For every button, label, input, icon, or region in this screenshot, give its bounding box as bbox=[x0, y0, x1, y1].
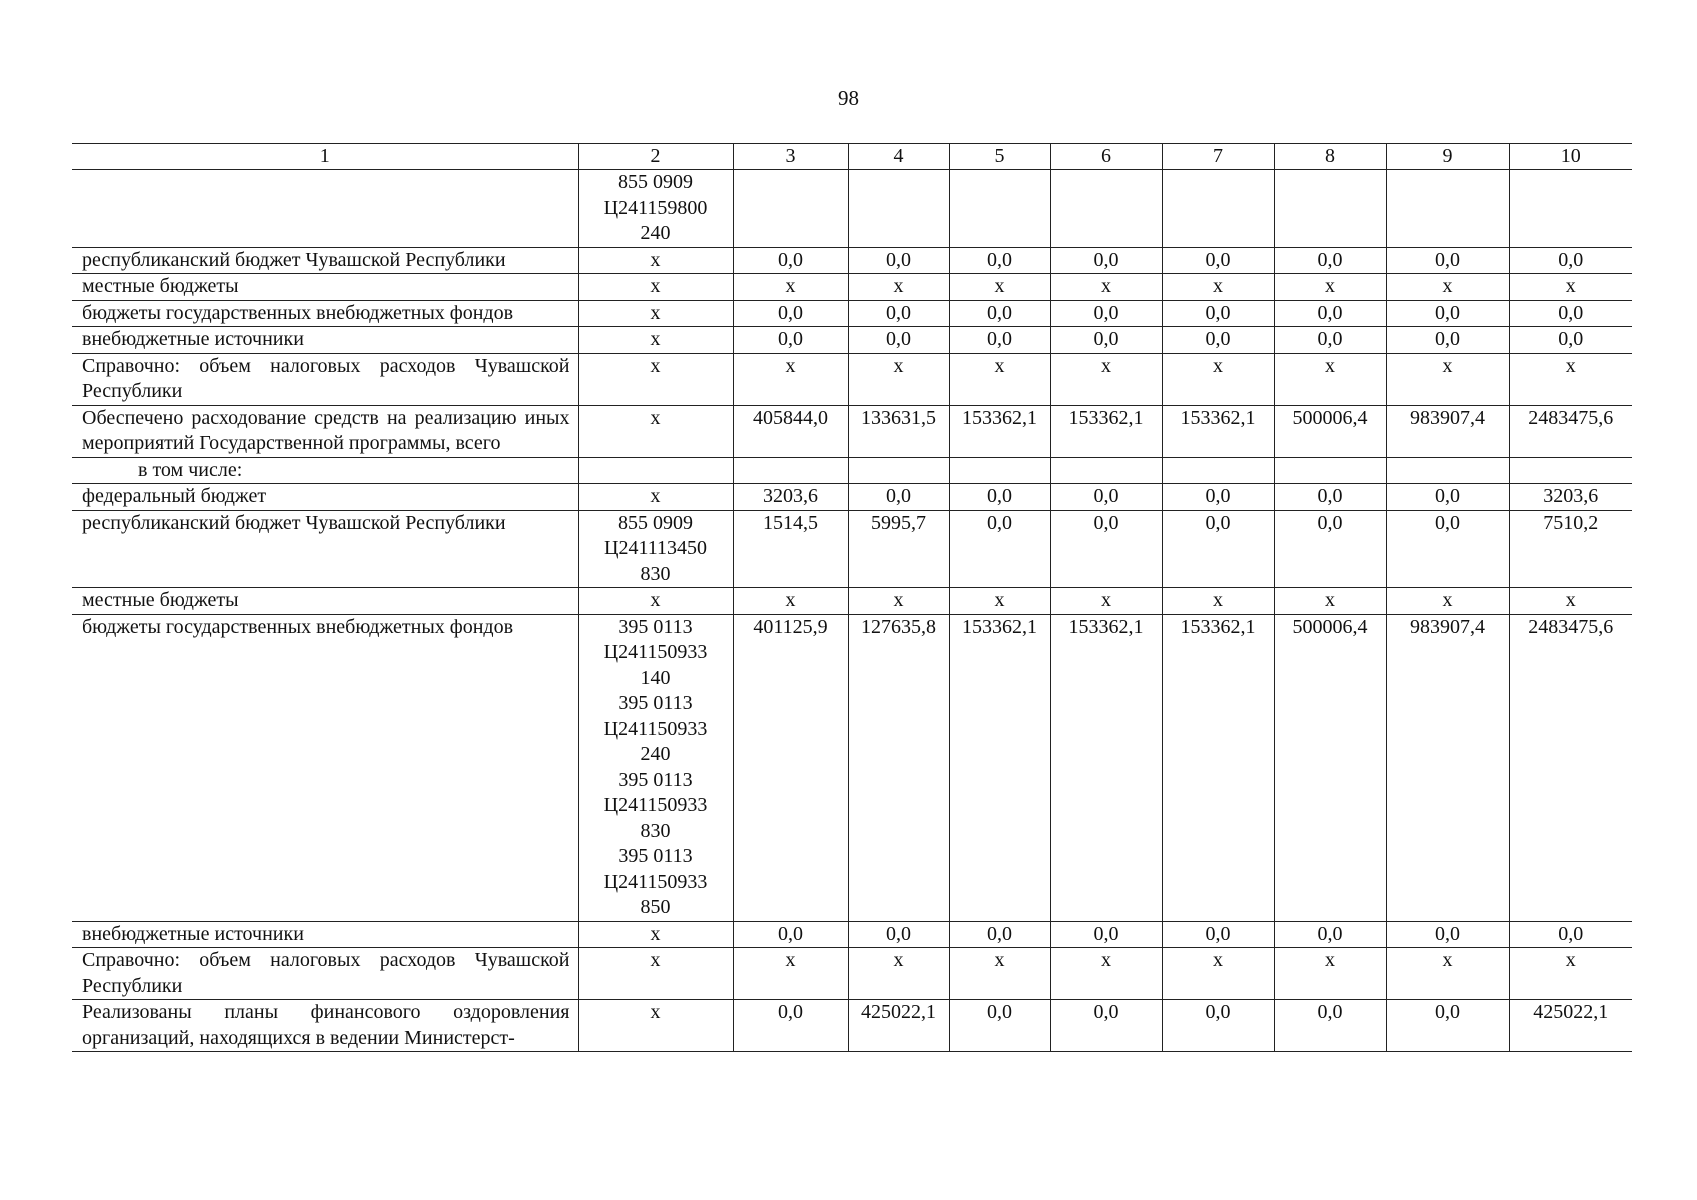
budget-code-line: 240 bbox=[640, 222, 671, 244]
value-cell-col-6: x bbox=[1050, 588, 1162, 615]
value-cell-col-6: 153362,1 bbox=[1050, 614, 1162, 921]
value-cell-col-4: 5995,7 bbox=[848, 510, 949, 588]
value-cell-col-8: 0,0 bbox=[1274, 510, 1386, 588]
value-cell-col-10: x bbox=[1509, 353, 1632, 405]
value-cell-col-10: 2483475,6 bbox=[1509, 614, 1632, 921]
value-cell-col-8 bbox=[1274, 457, 1386, 484]
value-cell-col-8 bbox=[1274, 170, 1386, 248]
value-cell-col-3 bbox=[733, 170, 848, 248]
budget-code-line: 240 bbox=[640, 743, 671, 765]
value-cell-col-10 bbox=[1509, 170, 1632, 248]
budget-code-line: Ц241150933 bbox=[603, 870, 708, 893]
row-label: Реализованы планы финансового оздоровления организаций, находящихся в ведении Министерст- bbox=[72, 1000, 578, 1052]
value-cell-col-3: x bbox=[733, 353, 848, 405]
row-label: Справочно: объем налоговых расходов Чувашской Республики bbox=[72, 948, 578, 1000]
budget-code-cell bbox=[578, 921, 733, 948]
value-cell-col-9: 983907,4 bbox=[1386, 614, 1509, 921]
budget-code-cell bbox=[578, 948, 733, 1000]
value-cell-col-3: 0,0 bbox=[733, 327, 848, 354]
budget-code-line: 395 0113 bbox=[618, 768, 693, 791]
value-cell-col-8: 0,0 bbox=[1274, 327, 1386, 354]
value-cell-col-10: 0,0 bbox=[1509, 327, 1632, 354]
row-label: республиканский бюджет Чувашской Республики bbox=[72, 247, 578, 274]
value-cell-col-5: x bbox=[949, 353, 1050, 405]
budget-code-cell bbox=[578, 300, 733, 327]
value-cell-col-10: 0,0 bbox=[1509, 921, 1632, 948]
value-cell-col-10: 0,0 bbox=[1509, 247, 1632, 274]
budget-code-cell bbox=[578, 1000, 733, 1052]
value-cell-col-5: 0,0 bbox=[949, 1000, 1050, 1052]
column-header-4: 4 bbox=[848, 144, 949, 170]
table-row bbox=[72, 300, 1632, 327]
value-cell-col-3: 401125,9 bbox=[733, 614, 848, 921]
column-header-8: 8 bbox=[1274, 144, 1386, 170]
value-cell-col-4: x bbox=[848, 948, 949, 1000]
value-cell-col-6 bbox=[1050, 457, 1162, 484]
value-cell-col-8: 500006,4 bbox=[1274, 405, 1386, 457]
budget-code-line: 855 0909 bbox=[618, 171, 693, 193]
budget-code-cell bbox=[578, 405, 733, 457]
value-cell-col-8: x bbox=[1274, 948, 1386, 1000]
table-body bbox=[72, 170, 1632, 1052]
table-row bbox=[72, 588, 1632, 615]
value-cell-col-9: x bbox=[1386, 588, 1509, 615]
column-header-7: 7 bbox=[1162, 144, 1274, 170]
value-cell-col-7 bbox=[1162, 457, 1274, 484]
value-cell-col-7: 153362,1 bbox=[1162, 405, 1274, 457]
value-cell-col-9: 0,0 bbox=[1386, 1000, 1509, 1052]
budget-code-line: x bbox=[650, 354, 661, 377]
value-cell-col-5 bbox=[949, 170, 1050, 248]
value-cell-col-3: x bbox=[733, 588, 848, 615]
table-row bbox=[72, 921, 1632, 948]
budget-code-line: Ц241150933 bbox=[603, 794, 708, 816]
column-header-3: 3 bbox=[733, 144, 848, 170]
row-label: бюджеты государственных внебюджетных фондов bbox=[72, 300, 578, 327]
value-cell-col-9: 0,0 bbox=[1386, 484, 1509, 511]
budget-code-line: x bbox=[650, 485, 661, 507]
value-cell-col-7: 0,0 bbox=[1162, 484, 1274, 511]
budget-code-line: 395 0113 bbox=[618, 615, 693, 638]
budget-code-cell bbox=[578, 484, 733, 511]
value-cell-col-3: x bbox=[733, 274, 848, 301]
value-cell-col-10: x bbox=[1509, 588, 1632, 615]
value-cell-col-8: 0,0 bbox=[1274, 484, 1386, 511]
column-header-10: 10 bbox=[1509, 144, 1632, 170]
value-cell-col-10 bbox=[1509, 457, 1632, 484]
table-row bbox=[72, 327, 1632, 354]
value-cell-col-7: x bbox=[1162, 588, 1274, 615]
value-cell-col-9: 983907,4 bbox=[1386, 405, 1509, 457]
budget-code-line: Ц241150933 bbox=[603, 717, 708, 740]
budget-code-cell bbox=[578, 457, 733, 484]
budget-table bbox=[72, 143, 1632, 1052]
value-cell-col-3: 1514,5 bbox=[733, 510, 848, 588]
row-label: Справочно: объем налоговых расходов Чувашской Республики bbox=[72, 353, 578, 405]
value-cell-col-6: 0,0 bbox=[1050, 484, 1162, 511]
value-cell-col-4: 127635,8 bbox=[848, 614, 949, 921]
value-cell-col-8: 0,0 bbox=[1274, 300, 1386, 327]
value-cell-col-5: 0,0 bbox=[949, 484, 1050, 511]
column-header-5: 5 bbox=[949, 144, 1050, 170]
value-cell-col-4: x bbox=[848, 353, 949, 405]
value-cell-col-4: 425022,1 bbox=[848, 1000, 949, 1052]
value-cell-col-6: 153362,1 bbox=[1050, 405, 1162, 457]
value-cell-col-9 bbox=[1386, 170, 1509, 248]
value-cell-col-9: x bbox=[1386, 353, 1509, 405]
table-row bbox=[72, 948, 1632, 1000]
value-cell-col-8: 0,0 bbox=[1274, 1000, 1386, 1052]
budget-code-cell bbox=[578, 353, 733, 405]
value-cell-col-5: x bbox=[949, 948, 1050, 1000]
budget-code-line: x bbox=[650, 275, 661, 297]
value-cell-col-6: 0,0 bbox=[1050, 510, 1162, 588]
budget-code-line bbox=[583, 458, 729, 484]
budget-code-line: Ц241159800 bbox=[603, 196, 708, 219]
value-cell-col-4: 133631,5 bbox=[848, 405, 949, 457]
value-cell-col-6: x bbox=[1050, 948, 1162, 1000]
budget-code-cell bbox=[578, 247, 733, 274]
budget-code-line: 830 bbox=[640, 562, 671, 585]
budget-code-line: 855 0909 bbox=[618, 511, 693, 534]
table-row bbox=[72, 405, 1632, 457]
row-label: республиканский бюджет Чувашской Республики bbox=[72, 510, 578, 588]
budget-code-cell bbox=[578, 170, 733, 248]
value-cell-col-4: 0,0 bbox=[848, 327, 949, 354]
value-cell-col-8: x bbox=[1274, 353, 1386, 405]
value-cell-col-7: 0,0 bbox=[1162, 1000, 1274, 1052]
value-cell-col-7: 0,0 bbox=[1162, 510, 1274, 588]
value-cell-col-3: 0,0 bbox=[733, 247, 848, 274]
row-label: в том числе: bbox=[72, 457, 578, 484]
budget-code-line: x bbox=[650, 248, 661, 271]
value-cell-col-9: 0,0 bbox=[1386, 327, 1509, 354]
budget-code-line: x bbox=[650, 301, 661, 324]
value-cell-col-6 bbox=[1050, 170, 1162, 248]
table-row bbox=[72, 510, 1632, 588]
value-cell-col-6: 0,0 bbox=[1050, 327, 1162, 354]
budget-code-line: 850 bbox=[640, 896, 671, 918]
table-row bbox=[72, 614, 1632, 921]
value-cell-col-9: 0,0 bbox=[1386, 247, 1509, 274]
value-cell-col-7: 0,0 bbox=[1162, 300, 1274, 327]
value-cell-col-7: 0,0 bbox=[1162, 921, 1274, 948]
value-cell-col-8: x bbox=[1274, 274, 1386, 301]
value-cell-col-4: x bbox=[848, 588, 949, 615]
value-cell-col-5: 0,0 bbox=[949, 327, 1050, 354]
value-cell-col-10: 7510,2 bbox=[1509, 510, 1632, 588]
row-label: федеральный бюджет bbox=[72, 484, 578, 511]
row-label: бюджеты государственных внебюджетных фондов bbox=[72, 614, 578, 921]
value-cell-col-4: 0,0 bbox=[848, 247, 949, 274]
value-cell-col-9: x bbox=[1386, 274, 1509, 301]
table-row bbox=[72, 484, 1632, 511]
table-row bbox=[72, 274, 1632, 301]
row-label bbox=[72, 170, 578, 248]
value-cell-col-9: 0,0 bbox=[1386, 510, 1509, 588]
budget-code-line: x bbox=[650, 922, 661, 945]
value-cell-col-6: 0,0 bbox=[1050, 921, 1162, 948]
budget-code-line: Ц241150933 bbox=[603, 641, 708, 663]
budget-code-line: 395 0113 bbox=[618, 845, 693, 867]
value-cell-col-6: 0,0 bbox=[1050, 300, 1162, 327]
page-number: 98 bbox=[838, 86, 859, 110]
value-cell-col-3: 0,0 bbox=[733, 300, 848, 327]
table-row bbox=[72, 170, 1632, 248]
budget-code-line: 140 bbox=[640, 666, 671, 689]
budget-code-line: x bbox=[650, 406, 661, 429]
column-header-6: 6 bbox=[1050, 144, 1162, 170]
value-cell-col-10: 2483475,6 bbox=[1509, 405, 1632, 457]
value-cell-col-5: 0,0 bbox=[949, 247, 1050, 274]
value-cell-col-5: 0,0 bbox=[949, 510, 1050, 588]
value-cell-col-4 bbox=[848, 457, 949, 484]
table-row bbox=[72, 247, 1632, 274]
value-cell-col-6: 0,0 bbox=[1050, 247, 1162, 274]
value-cell-col-4: x bbox=[848, 274, 949, 301]
budget-code-line: 830 bbox=[640, 819, 671, 842]
column-header-1: 1 bbox=[72, 144, 578, 170]
budget-code-line: Ц241113450 bbox=[604, 537, 707, 559]
value-cell-col-4: 0,0 bbox=[848, 300, 949, 327]
budget-code-line: 395 0113 bbox=[618, 692, 693, 714]
value-cell-col-7: 153362,1 bbox=[1162, 614, 1274, 921]
budget-code-line: x bbox=[650, 949, 661, 971]
value-cell-col-8: 0,0 bbox=[1274, 921, 1386, 948]
value-cell-col-7 bbox=[1162, 170, 1274, 248]
value-cell-col-4: 0,0 bbox=[848, 484, 949, 511]
budget-code-cell bbox=[578, 614, 733, 921]
value-cell-col-5: 153362,1 bbox=[949, 405, 1050, 457]
value-cell-col-3: x bbox=[733, 948, 848, 1000]
column-header-9: 9 bbox=[1386, 144, 1509, 170]
value-cell-col-7: 0,0 bbox=[1162, 247, 1274, 274]
budget-code-line: x bbox=[650, 328, 661, 350]
table-row bbox=[72, 1000, 1632, 1052]
budget-code-cell bbox=[578, 327, 733, 354]
value-cell-col-3: 0,0 bbox=[733, 921, 848, 948]
value-cell-col-3: 405844,0 bbox=[733, 405, 848, 457]
value-cell-col-10: 425022,1 bbox=[1509, 1000, 1632, 1052]
value-cell-col-3: 3203,6 bbox=[733, 484, 848, 511]
value-cell-col-7: x bbox=[1162, 353, 1274, 405]
value-cell-col-9: 0,0 bbox=[1386, 300, 1509, 327]
budget-code-line: x bbox=[650, 589, 661, 611]
value-cell-col-8: x bbox=[1274, 588, 1386, 615]
value-cell-col-4: 0,0 bbox=[848, 921, 949, 948]
budget-code-line: x bbox=[650, 1001, 661, 1023]
value-cell-col-7: x bbox=[1162, 274, 1274, 301]
budget-code-cell bbox=[578, 274, 733, 301]
value-cell-col-10: x bbox=[1509, 274, 1632, 301]
value-cell-col-9: 0,0 bbox=[1386, 921, 1509, 948]
value-cell-col-9 bbox=[1386, 457, 1509, 484]
value-cell-col-10: 3203,6 bbox=[1509, 484, 1632, 511]
row-label: местные бюджеты bbox=[72, 274, 578, 301]
column-header-2: 2 bbox=[578, 144, 733, 170]
value-cell-col-8: 500006,4 bbox=[1274, 614, 1386, 921]
value-cell-col-5: x bbox=[949, 274, 1050, 301]
value-cell-col-6: x bbox=[1050, 353, 1162, 405]
value-cell-col-5: 0,0 bbox=[949, 921, 1050, 948]
value-cell-col-8: 0,0 bbox=[1274, 247, 1386, 274]
value-cell-col-3 bbox=[733, 457, 848, 484]
value-cell-col-6: x bbox=[1050, 274, 1162, 301]
table-row bbox=[72, 353, 1632, 405]
value-cell-col-5 bbox=[949, 457, 1050, 484]
value-cell-col-7: 0,0 bbox=[1162, 327, 1274, 354]
row-label: внебюджетные источники bbox=[72, 327, 578, 354]
table-row bbox=[72, 457, 1632, 484]
row-label: Обеспечено расходование средств на реализацию иных мероприятий Государственной программы, всего bbox=[72, 405, 578, 457]
row-label: местные бюджеты bbox=[72, 588, 578, 615]
value-cell-col-6: 0,0 bbox=[1050, 1000, 1162, 1052]
table-header-row bbox=[72, 144, 1632, 170]
value-cell-col-9: x bbox=[1386, 948, 1509, 1000]
value-cell-col-10: x bbox=[1509, 948, 1632, 1000]
value-cell-col-5: x bbox=[949, 588, 1050, 615]
value-cell-col-10: 0,0 bbox=[1509, 300, 1632, 327]
budget-code-cell bbox=[578, 588, 733, 615]
value-cell-col-5: 153362,1 bbox=[949, 614, 1050, 921]
value-cell-col-5: 0,0 bbox=[949, 300, 1050, 327]
value-cell-col-4 bbox=[848, 170, 949, 248]
budget-code-cell bbox=[578, 510, 733, 588]
value-cell-col-3: 0,0 bbox=[733, 1000, 848, 1052]
row-label: внебюджетные источники bbox=[72, 921, 578, 948]
value-cell-col-7: x bbox=[1162, 948, 1274, 1000]
